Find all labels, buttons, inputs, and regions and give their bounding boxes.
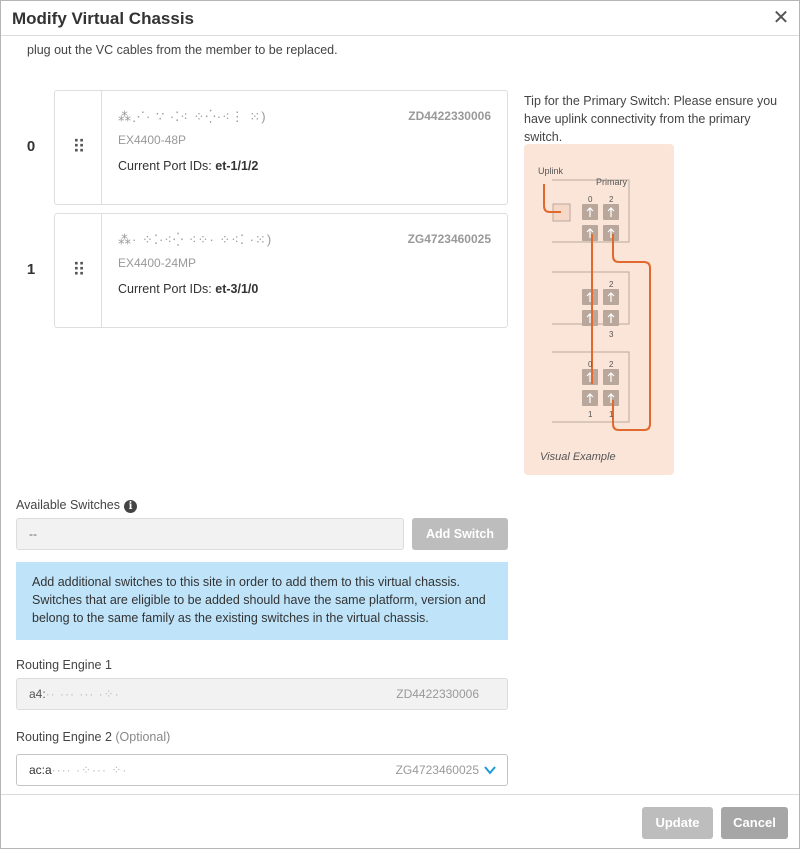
intro-text: plug out the VC cables from the member to be replaced. (27, 43, 338, 57)
member-model: EX4400-48P (118, 133, 187, 147)
dialog-title: Modify Virtual Chassis (12, 9, 195, 28)
visual-example-caption: Visual Example (540, 451, 616, 463)
chevron-down-icon[interactable] (483, 763, 497, 777)
dialog-header (1, 1, 799, 36)
diagram-port-label: 0 (588, 195, 593, 204)
member-index: 1 (26, 261, 36, 278)
drag-handle-icon[interactable]: ⠿ (55, 214, 102, 327)
routing-engine-1-serial: ZD4422330006 (396, 687, 479, 701)
available-switches-select[interactable]: -- (16, 518, 404, 550)
member-card[interactable] (54, 90, 508, 205)
diagram-port-label: 3 (609, 330, 614, 339)
member-model: EX4400-24MP (118, 256, 197, 270)
diagram-port-label: 2 (609, 360, 614, 369)
diagram-uplink-label: Uplink (538, 166, 564, 176)
diagram-port-label: 2 (609, 280, 614, 289)
routing-engine-2-label: Routing Engine 2 (Optional) (16, 730, 171, 744)
member-serial: ZG4723460025 (407, 232, 491, 246)
routing-engine-1-field[interactable]: a4:·· ··· ··· ·⁘· ZD4422330006 (16, 678, 508, 710)
info-icon[interactable]: i (124, 500, 137, 513)
diagram-port-label: 0 (588, 360, 593, 369)
diagram-primary-label: Primary (596, 177, 627, 187)
diagram-port-label: 1 (588, 410, 593, 419)
dialog-body (1, 37, 799, 794)
cancel-button[interactable]: Cancel (721, 807, 788, 839)
routing-engine-2-serial: ZG4723460025 (395, 763, 479, 777)
drag-handle-icon[interactable]: ⠿ (55, 91, 102, 204)
member-ports: Current Port IDs: et-3/1/0 (118, 282, 259, 296)
add-switch-button[interactable]: Add Switch (412, 518, 508, 550)
primary-switch-tip: Tip for the Primary Switch: Please ensure you have uplink connectivity from the primary switch. (524, 94, 778, 144)
close-icon[interactable]: ✕ (772, 7, 790, 29)
update-button[interactable]: Update (642, 807, 713, 839)
vc-cabling-diagram (524, 144, 674, 444)
diagram-port-label: 1 (609, 410, 614, 419)
diagram-port-label: 2 (609, 195, 614, 204)
info-note: Add additional switches to this site in order to add them to this virtual chassis. Switches that are eligible to be added should have the same platform, version and belong to the same family as the existing switches in the virtual chassis. (16, 562, 508, 640)
member-serial: ZD4422330006 (408, 109, 491, 123)
member-name: ⁂· ⁘⁚·⁖⁛ ⁖⁘· ⁘⁖⁚ ·⁙) (118, 232, 273, 247)
member-index: 0 (26, 138, 36, 155)
routing-engine-1-label: Routing Engine 1 (16, 658, 112, 672)
available-switches-label: Available Switches i (16, 498, 137, 513)
dialog-footer (1, 794, 799, 848)
routing-engine-2-select[interactable]: ac:a···· ·⁘··· ⁘· ZG4723460025 (16, 754, 508, 786)
member-name: ⁂⋰· ∵ ·⁚⁖ ⁘⁛·⁖⋮ ⁙) (118, 109, 267, 124)
visual-example-diagram (524, 144, 674, 475)
member-card[interactable] (54, 213, 508, 328)
member-ports: Current Port IDs: et-1/1/2 (118, 159, 259, 173)
